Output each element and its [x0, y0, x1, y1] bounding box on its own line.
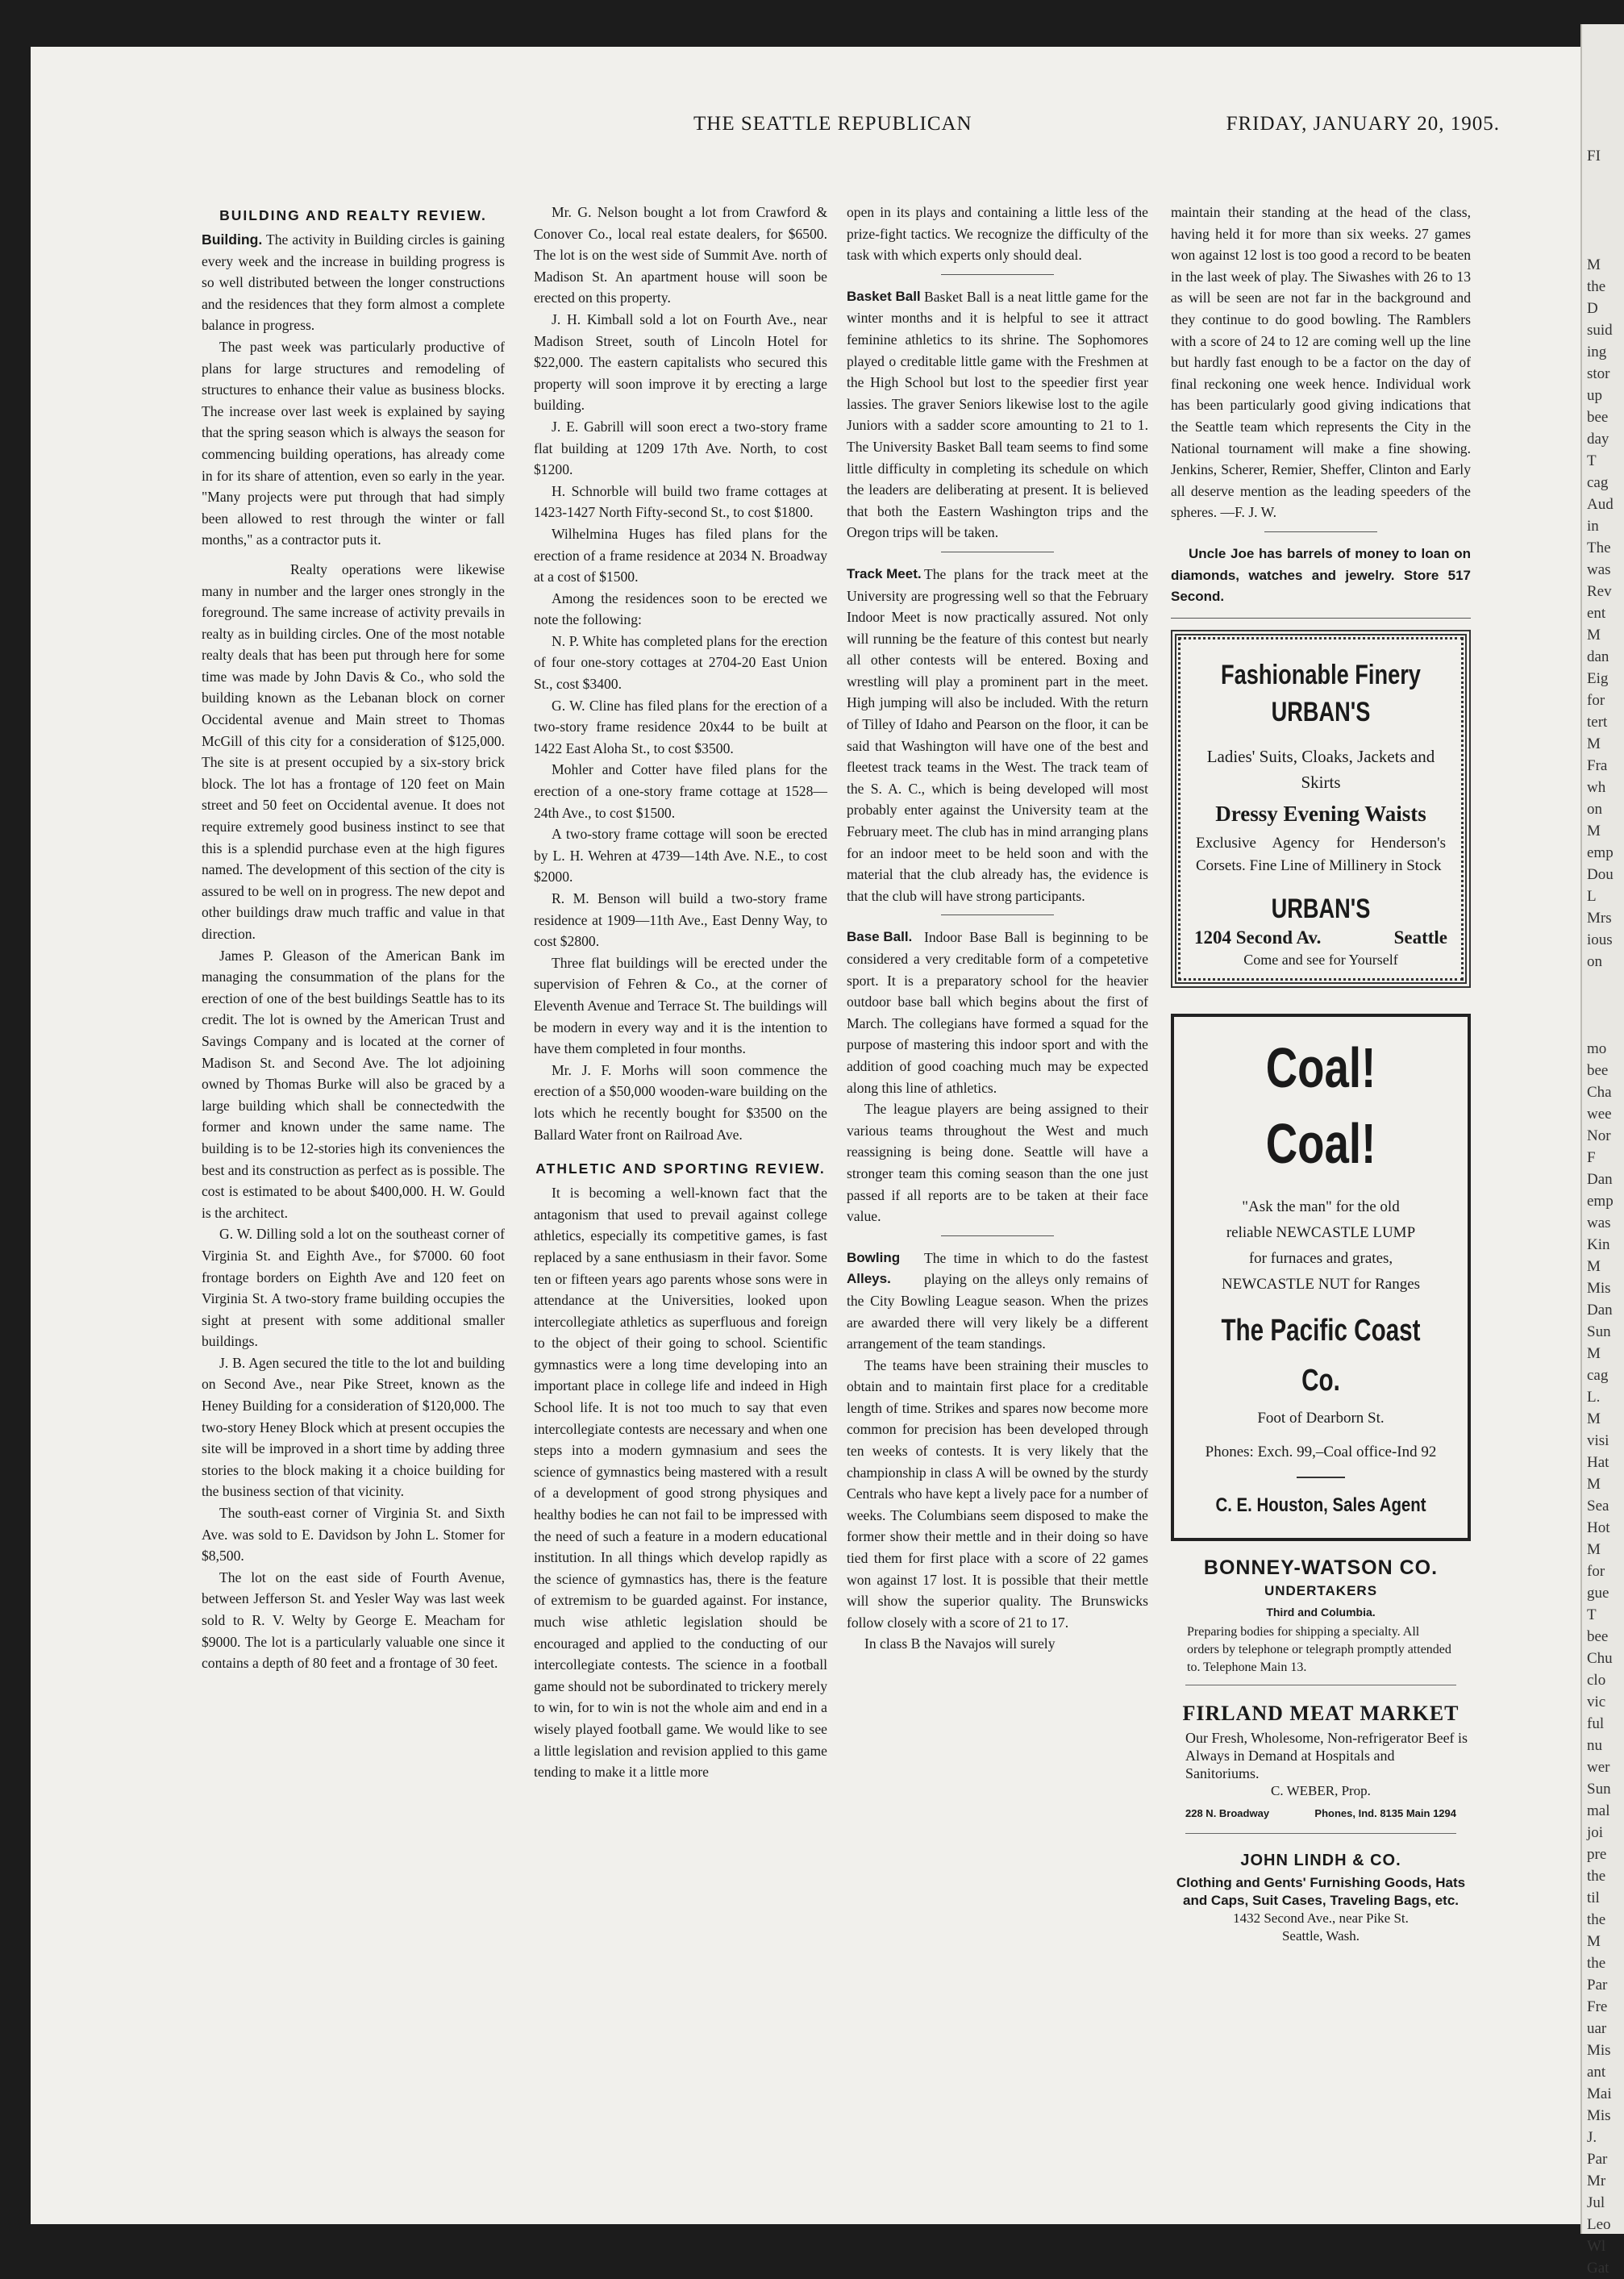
article-paragraph: N. P. White has completed plans for the erection of four one-story cottages at 2704-20 East Union St., cost $3400.	[534, 632, 827, 693]
section-divider	[1171, 618, 1471, 619]
article-paragraph: open in its plays and containing a little less of the prize-fight tactics. We recognize the difficulty of the task with which experts only should deal.	[847, 204, 1148, 264]
ad-address: 1204 Second Av. Seattle	[1194, 927, 1447, 948]
column-3	[847, 202, 1148, 1655]
section-divider	[1264, 531, 1377, 532]
ad-store-name: URBAN'S	[1271, 893, 1371, 924]
issue-date: FRIDAY, JANUARY 20, 1905.	[1226, 113, 1500, 135]
coal-advertisement	[1171, 1014, 1471, 1541]
article-paragraph: Among the residences soon to be erected we note the following:	[534, 590, 827, 628]
column-4	[1171, 202, 1471, 1945]
article-paragraph: Realty operations were likewise many in number and the larger ones strongly in the foreground. The same increase of activity prevails in realty as in building circles. One of the most notable realty deals that has been put through here for some time was made by John Davis & Co., who sold the building known as the Lebanan block on corner Occidental avenue and Main street to Thomas McGill of this city for a consideration of $125,000. The site is at present occupied by a six-story brick block. The lot has a frontage of 120 feet on Main street and 50 feet on Occidental avenue. It does not require extremely good business instinct to see that this is a splendid purchase even at the high figures named. The development of this section of the city is assured to be well on in progress. The new depot and other buildings draw much traffic and value in that direction.	[202, 560, 505, 942]
building-realty-headline: BUILDING AND REALTY REVIEW.	[219, 207, 487, 223]
article-paragraph: In class B the Navajos will surely	[864, 1635, 1056, 1652]
newspaper-name: THE SEATTLE REPUBLICAN	[693, 113, 972, 135]
ad-agent: C. E. Houston, Sales Agent	[1215, 1494, 1426, 1517]
article-paragraph: The past week was particularly productive of plans for large structures and remodeling of structures to enhance their value as business blocks. The increase over last week is explained by saying that the spring season which is always the season for commencing building operations, has already come in for its share of attention, even so early in the year. "Many projects were put through that had simply been allowed to rest through the winter or fall months," as a contractor puts it.	[202, 338, 505, 548]
ad-body: "Ask the man" for the old reliable NEWCASTLE LUMP for furnaces and grates, NEWCASTLE NUT for Ranges	[1221, 1198, 1421, 1294]
article-paragraph: Mr. J. F. Morhs will soon commence the erection of a $50,000 wooden-ware building on the lots which he recently bought for $3500 on the Ballard Water front on Railroad Ave.	[534, 1061, 827, 1143]
track-meet-paragraph: Track Meet. The plans for the track meet at the University are progressing well so that the February Indoor Meet is now practically assured. Not only will running be the feature of this contest but nearly all other contests will be entered. Boxing and wrestling will play a prominent part in the meet. High jumping will also be included. With the return of Tilley of Idaho and Pearson on the floor, it can be said that Washington will have one of the best and fleetest track teams in the West. The track team of the S. A. C., which is being developed will most probably enter against the University team at the February meet. The club has in mind arranging plans for an indoor meet to be held soon and with the material that the club already has, the evidence is that the club will have strong participants.	[847, 564, 1148, 907]
ad-line: Ladies' Suits, Cloaks, Jackets and Skirts	[1206, 746, 1435, 792]
basket-ball-sidehead: Basket Ball	[847, 288, 921, 304]
bonney-watson-advertisement	[1171, 1554, 1471, 1677]
ad-name: JOHN LINDH & CO.	[1240, 1851, 1401, 1869]
article-paragraph: The south-east corner of Virginia St. and Sixth Ave. was sold to E. Davidson by John L. Stomer for $8,500.	[202, 1505, 505, 1564]
ad-body: Our Fresh, Wholesome, Non-refrigerator Beef is Always in Demand at Hospitals and Sanitoriums.	[1185, 1730, 1468, 1782]
article-paragraph: R. M. Benson will build a two-story frame residence at 1909—11th Ave., East Denny Way, to cost $2800.	[534, 890, 827, 950]
ad-address: Third and Columbia.	[1266, 1606, 1376, 1619]
column-2	[534, 202, 827, 1783]
bowling-paragraph: Bowling Alleys. The time in which to do the fastest playing on the alleys only remains of the City Bowling League season. When the prizes are awarded there will very likely be a different arrangement of the team standings.	[847, 1248, 1148, 1355]
ad-address: 1432 Second Ave., near Pike St.	[1233, 1910, 1409, 1926]
ad-company: The Pacific Coast Co.	[1221, 1314, 1421, 1398]
article-paragraph: Mr. G. Nelson bought a lot from Crawford & Conover Co., local real estate dealers, for $6500. The lot is on the west side of Summit Ave. north of Madison St. An apartment house will soon be erected on this property.	[534, 204, 827, 306]
ad-phones: Phones: Exch. 99,–Coal office-Ind 92	[1205, 1444, 1437, 1461]
article-paragraph: H. Schnorble will build two frame cottages at 1423-1427 North Fifty-second St., to cost $1800.	[534, 482, 827, 521]
article-paragraph: The teams have been straining their muscles to obtain and to maintain first place for a creditable length of time. Strikes and spares now become more common for precision has been developed through ten weeks of contests. It is very likely that the championship in class A will be owned by the sturdy Centrals who have kept a lively pace for a number of weeks. The Columbians seem disposed to make the former show their mettle and in their doing so have tied them for first place with a score of 22 games won against 17 lost. It is possible that their mettle will show the superior quality. The Brunswicks follow closely with a score of 21 to 17.	[847, 1356, 1148, 1631]
article-paragraph: Wilhelmina Huges has filed plans for the erection of a frame residence at 2034 N. Broadway at a cost of $1500.	[534, 525, 827, 585]
ad-divider	[1297, 1477, 1345, 1478]
article-paragraph: The league players are being assigned to their various teams throughout the West and much reassigning is being done. Seattle will have a stronger team this coming season than the one just passed if all reports are to be taken at their face value.	[847, 1101, 1148, 1225]
article-paragraph: The lot on the east side of Fourth Avenue, between Jefferson St. and Yesler Way was last week sold to R. V. Welty by George E. Meacham for $9000. The lot is a particularly valuable one since it contains a depth of 80 feet and a frontage of 30 feet.	[202, 1569, 505, 1672]
adjacent-page-edge	[1580, 24, 1624, 2277]
article-paragraph: G. W. Dilling sold a lot on the southeast corner of Virginia St. and Eighth Ave., for $7000. 60 foot frontage borders on Eighth Ave and 120 feet on Virginia St. A two-story frame building occupies the sight at present with some additional smaller buildings.	[202, 1226, 505, 1350]
ad-footer: Come and see for Yourself	[1243, 952, 1398, 969]
article-paragraph: Mohler and Cotter have filed plans for the erection of a one-story frame cottage at 1528—24th Ave., to cost $1500.	[534, 761, 827, 821]
ad-headline: Coal! Coal!	[1265, 1036, 1376, 1176]
article-paragraph: Three flat buildings will be erected under the supervision of Fehren & Co., at the corner of Eleventh Avenue and Terrace St. The buildings will be modern in every way and it is the intention to have them completed in four months.	[534, 954, 827, 1057]
ad-proprietor: C. WEBER, Prop.	[1271, 1783, 1371, 1799]
firland-advertisement	[1171, 1698, 1471, 1825]
section-divider	[941, 274, 1054, 275]
building-sidehead: Building.	[202, 231, 263, 248]
ad-name: BONNEY-WATSON CO.	[1203, 1556, 1439, 1580]
athletic-sporting-headline: ATHLETIC AND SPORTING REVIEW.	[535, 1160, 826, 1177]
ad-type: UNDERTAKERS	[1264, 1583, 1378, 1599]
adjacent-page-fragments: FI M the D suid ing stor up bee day T cag Aud in The was Rev ent M dan Eig for tert M Fra wh on M emp Dou L Mrs ious on mo bee Cha wee Nor F Dan emp was Kin M Mis Dan Sun M cag L. M visi Hat M Sea Hot M for gue T bee Chu clo vic ful nu wer Sun mal joi pre the til the M the Par Fre uar Mis ant Mai Mis J. Par Mr Jul Leo Wl Gat	[1587, 148, 1614, 2277]
article-paragraph: G. W. Cline has filed plans for the erection of a two-story frame residence 20x44 to be built at 1422 East Aloha St., to cost $3500.	[534, 697, 827, 756]
ad-line: Exclusive Agency for Henderson's Corsets. Fine Line of Millinery in Stock	[1196, 834, 1446, 874]
building-paragraph: Building. The activity in Building circles is gaining every week and the increase in building progress is so well distributed between the longer constructions and the residences that they form almost a complete balance in progress.	[202, 231, 505, 334]
basket-ball-paragraph: Basket Ball Basket Ball is a neat little game for the winter months and it is helpful to see it attract feminine athletics to its shrine. The Sophomores played o creditable little game with the Freshmen at the High School but lost to the speedier first year lassies. The graver Seniors likewise lost to the agile Juniors with a sadder score amounting to 21 to 1. The University Basket Ball team seems to find some little difficulty in completing its schedule on which the leaders are deliberating at present. It is believed that both the Eastern Washington trips and the Oregon trips will be taken.	[847, 286, 1148, 544]
ad-name: FIRLAND MEAT MARKET	[1182, 1702, 1460, 1726]
article-paragraph: J. H. Kimball sold a lot on Fourth Ave., near Madison Street, south of Lincoln Hotel for $22,000. The eastern capitalists who secured this property will soon improve it by erecting a large building.	[534, 310, 827, 414]
ad-line: Dressy Evening Waists	[1215, 801, 1426, 826]
ad-body: Preparing bodies for shipping a specialty. All orders by telephone or telegraph promptly attended to. Telephone Main 13.	[1187, 1625, 1451, 1675]
base-ball-sidehead: Base Ball.	[847, 929, 913, 945]
ad-divider	[1185, 1833, 1456, 1834]
article-paragraph: maintain their standing at the head of the class, having held it for more than six weeks. 27 games won against 12 lost is too good a record to be beaten in the last week of play. The Siwashes with 26 to 13 as will be seen are not far in the background and they continue to do good bowling. The Ramblers with a score of 24 to 12 are coming well up the line but hardly fast enough to be a factor on the day of final reckoning one week hence. Individual work has been particularly good giving indications that the Seattle team which represents the City in the National tournament will make a fine showing. Jenkins, Scherer, Remier, Sheffer, Clinton and Early all deserve mention as the leading speeders of the spheres. —F. J. W.	[1171, 204, 1471, 521]
article-paragraph: It is becoming a well-known fact that the antagonism that used to prevail against college athletics, especially its competitive games, is fast replaced by a sane enthusiasm in their favor. Some ten or fifteen years ago parents whose sons were in attendance at the Universities, looked upon intercollegiate athletics as superfluous and foreign to the object of their going to school. Scientific gymnastics were a long time developing into an important place in college life and indeed in High School life. It is not too much to say that even intercollegiate contests are necessary and when one steps into a modern gymnasium and sees the science of gymnastics being mastered with a result of a development of good strong physiques and healthy bodies he can not fail to be impressed with the need of such a feature in a modern educational institution. In all things which develop rapidly as the science of gymnastics has, there is the feature of extremism to be guarded against. For instance, much wise athletic legislation should be encouraged and applied to the conducting of our intercollegiate contests. The science in a football game should not be subordinated to trickery merely to win, for to win is not the whole aim and end in a wisely played football game. We would like to see a little legislation and revision applied to this game tending to make it a little more	[534, 1185, 827, 1781]
uncle-joe-notice: Uncle Joe has barrels of money to loan on diamonds, watches and jewelry. Store 517 Second.	[1171, 545, 1471, 605]
article-paragraph: J. E. Gabrill will soon erect a two-story frame flat building at 1209 17th Ave. North, to cost $1200.	[534, 418, 827, 478]
column-1	[202, 202, 505, 1674]
article-paragraph: James P. Gleason of the American Bank im managing the consummation of the plans for the erection of one of the best buildings Seattle has to its credit. The lot is owned by the American Trust and Savings Company and is located at the corner of Madison St. and Second Ave. The lot adjoining owned by Thomas Burke will also be graced by a large building which shall be connectedwith the former and known under the same name. The building is to be 12-stories high its conveniences the best and its construction as perfect as is possible. The cost is estimated to be about $400,000. H. W. Gould is the architect.	[202, 947, 505, 1221]
ad-address: Foot of Dearborn St.	[1257, 1410, 1385, 1427]
ad-title: Fashionable Finery	[1221, 659, 1421, 690]
track-meet-sidehead: Track Meet.	[847, 565, 922, 581]
ad-body: Clothing and Gents' Furnishing Goods, Hats and Caps, Suit Cases, Traveling Bags, etc.	[1176, 1874, 1466, 1908]
ad-city: Seattle, Wash.	[1281, 1927, 1360, 1944]
ad-contact: 228 N. Broadway Phones, Ind. 8135 Main 1294	[1185, 1807, 1456, 1820]
article-paragraph: A two-story frame cottage will soon be erected by L. H. Wehren at 4739—14th Ave. N.E., to cost $2000.	[534, 826, 827, 885]
section-divider	[941, 1235, 1054, 1236]
ad-store-name: URBAN'S	[1271, 696, 1371, 727]
page-header	[693, 113, 1500, 145]
base-ball-paragraph: Base Ball. Indoor Base Ball is beginning to be considered a very creditable form of a competetive sport. It is a preparatory school for the heavier outdoor base ball which begins about the first of March. The collegians have formed a squad for the purpose of mastering this indoor sport and with the addition of good coaching much may be expected along this line of athletics.	[847, 927, 1148, 1098]
urbans-advertisement	[1171, 630, 1471, 989]
article-paragraph: J. B. Agen secured the title to the lot and building on Second Ave., near Pike Street, known as the Heney Building for a consideration of $120,000. The two-story Heney Block which at present occupies the site will be improved in a short time by adding three stories to the block making it a choice building for the business section of that vicinity.	[202, 1354, 505, 1500]
lindh-advertisement	[1171, 1847, 1471, 1945]
bowling-sidehead: Bowling Alleys.	[847, 1249, 901, 1286]
